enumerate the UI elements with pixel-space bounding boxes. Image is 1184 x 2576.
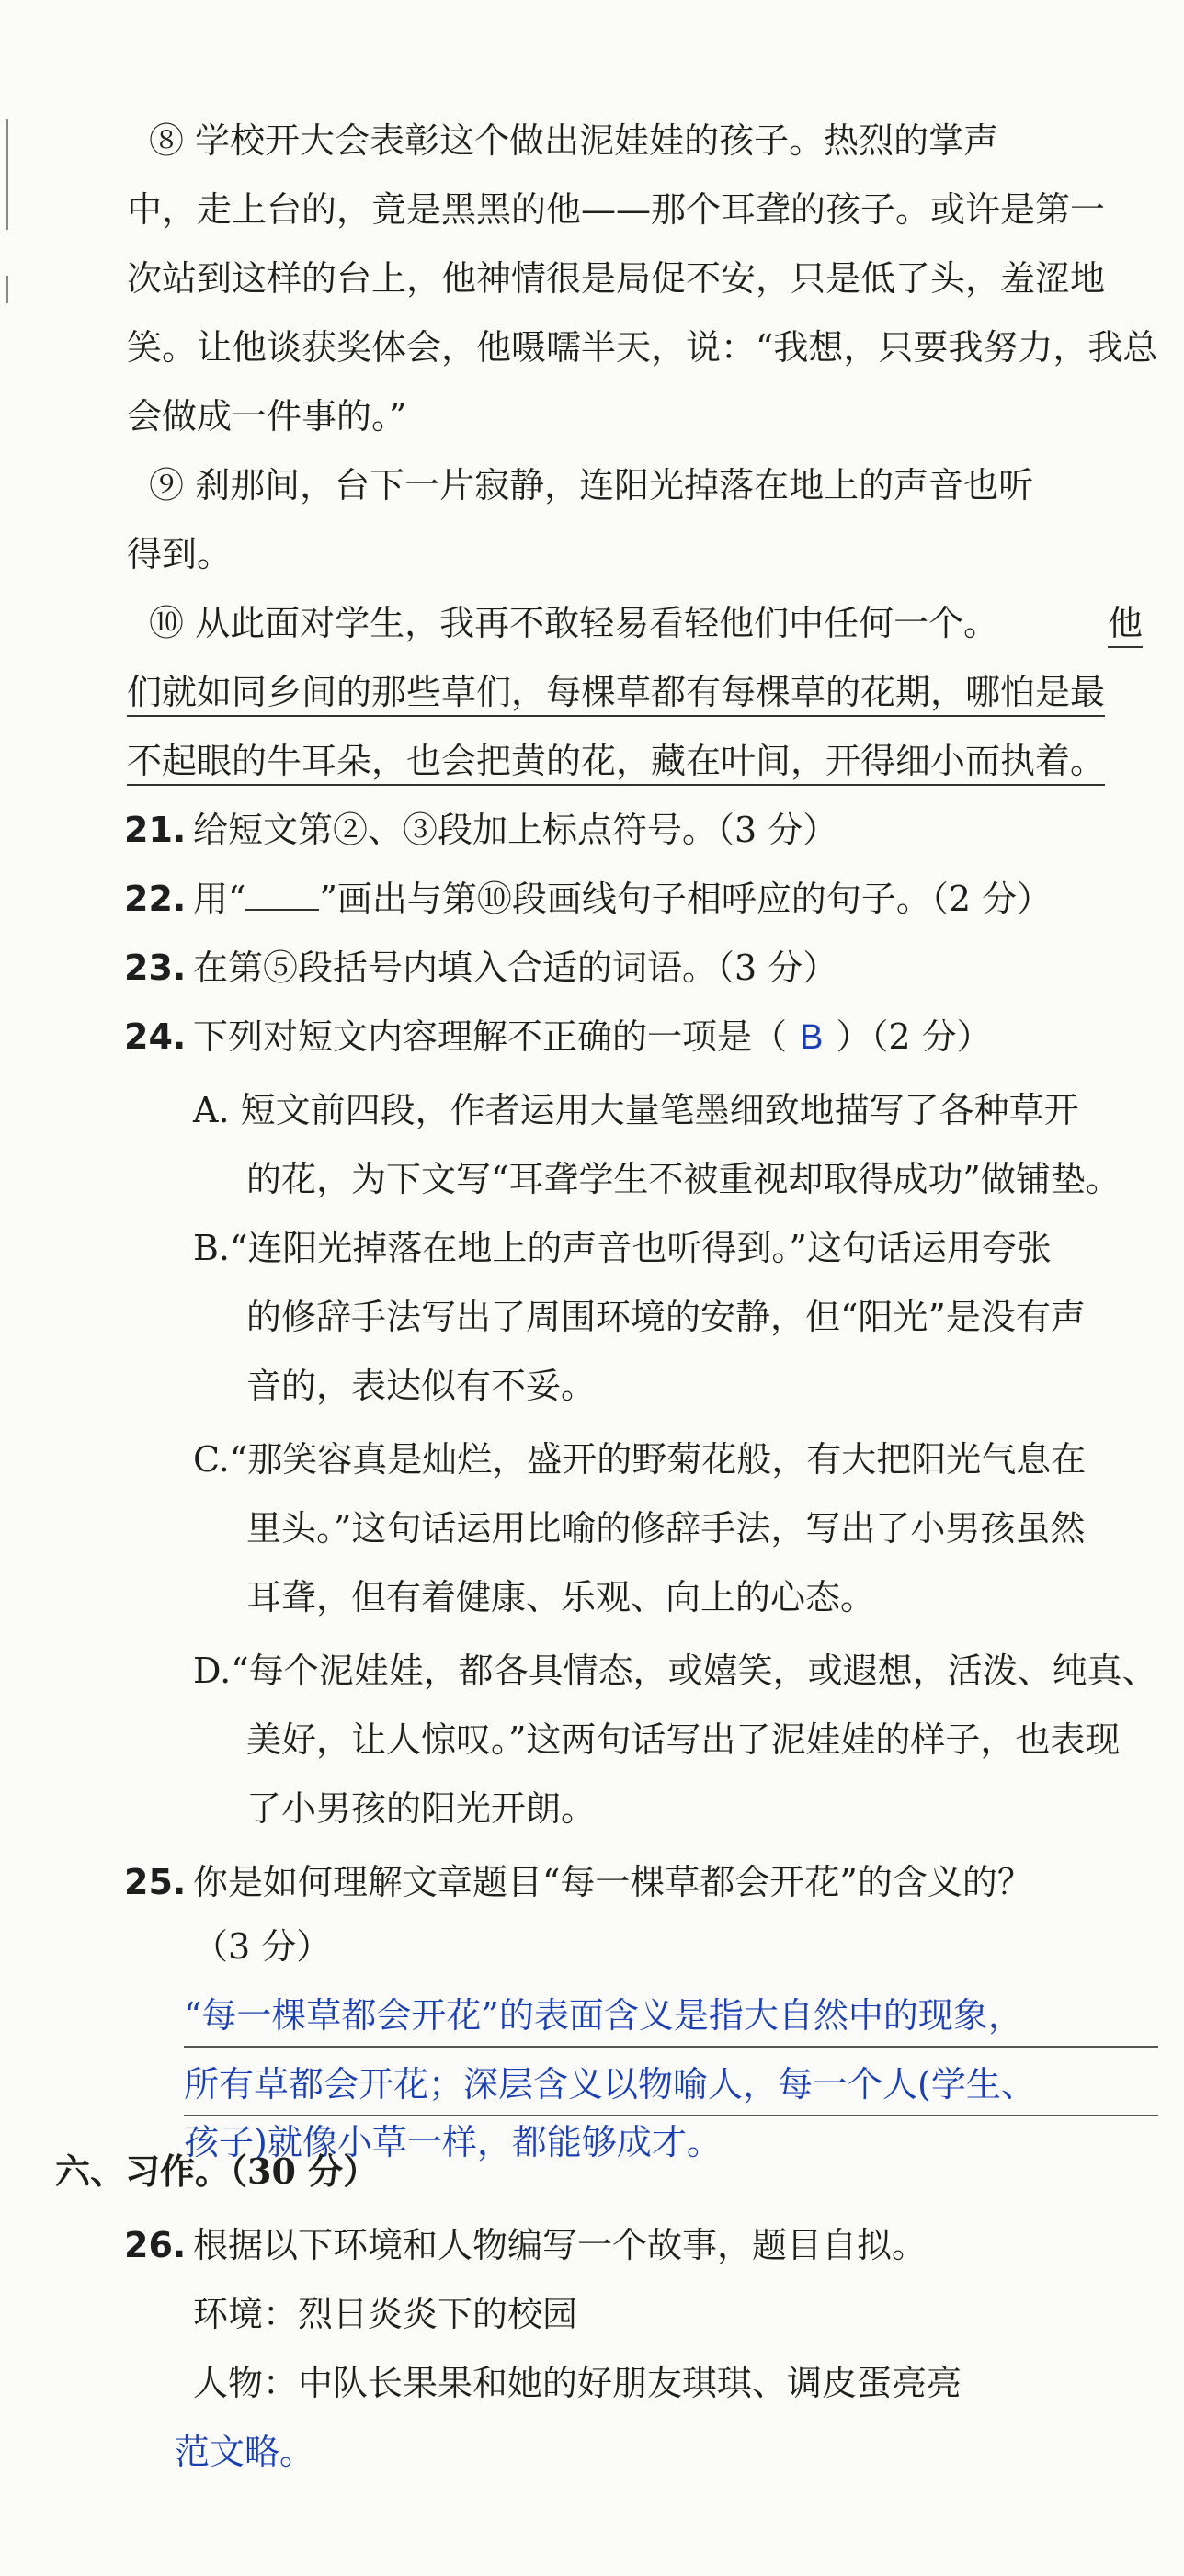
option-text: 了小男孩的阳光开朗。 [246, 1788, 597, 1829]
question-number: 24. [124, 1016, 187, 1057]
question-score: （3 分） [193, 1926, 332, 1967]
people-text: 人物：中队长果果和她的好朋友琪琪、调皮蛋亮亮 [193, 2363, 962, 2403]
underlined-sentence: 不起眼的牛耳朵，也会把黄的花，藏在叶间，开得细小而执着。 [127, 738, 1105, 786]
question-number: 21. [124, 810, 187, 850]
answer-rule [184, 2046, 1158, 2048]
answer-text: 孩子)就像小草一样，都能够成才。 [184, 2122, 722, 2162]
question-text: 给短文第②、③段加上标点符号。（3 分） [193, 810, 838, 850]
option-text: 里头。”这句话运用比喻的修辞手法，写出了小男孩虽然 [246, 1508, 1086, 1549]
underline-symbol [245, 878, 319, 911]
option-text: 的修辞手法写出了周围环境的安静，但“阳光”是没有声 [246, 1297, 1086, 1337]
answer-rule [184, 2115, 1158, 2116]
passage-text: 笑。让他谈获奖体会，他嗫嚅半天，说：“我想，只要我努力，我总 [127, 327, 1158, 368]
answer-text: 范文略。 [175, 2432, 315, 2472]
question-text-main: 下列对短文内容理解不正确的一项是（ [193, 1016, 788, 1057]
option-text: C.“那笑容真是灿烂，盛开的野菊花般，有大把阳光气息在 [193, 1439, 1087, 1480]
question-number: 22. [124, 879, 187, 919]
option-text: A. 短文前四段，作者运用大量笔墨细致地描写了各种草开 [193, 1090, 1079, 1130]
passage-text: ⑨ 刹那间，台下一片寂静，连阳光掉落在地上的声音也听 [149, 465, 1034, 505]
passage-text: 得到。 [127, 534, 233, 574]
question-number: 25. [124, 1862, 187, 1902]
option-text: 美好，让人惊叹。”这两句话写出了泥娃娃的样子，也表现 [246, 1719, 1121, 1760]
passage-text: ⑩ 从此面对学生，我再不敢轻易看轻他们中任何一个。 [149, 603, 999, 643]
question-text-pre: 用“ [193, 879, 246, 919]
option-text: 音的，表达似有不妥。 [246, 1366, 597, 1406]
section-heading: 六、习作。（30 分） [55, 2150, 379, 2192]
question-number: 26. [124, 2225, 187, 2265]
environment-text: 环境：烈日炎炎下的校园 [193, 2294, 578, 2334]
question-text-post: ”画出与第⑩段画线句子相呼应的句子。（2 分） [319, 879, 1053, 919]
answer-text: 所有草都会开花；深层含义以物喻人，每一个人(学生、 [184, 2064, 1036, 2105]
question-number: 23. [124, 948, 187, 988]
option-text: D.“每个泥娃娃，都各具情态，或嬉笑，或遐想，活泼、纯真、 [193, 1651, 1157, 1691]
passage-text: ⑧ 学校开大会表彰这个做出泥娃娃的孩子。热烈的掌声 [149, 120, 999, 161]
passage-text: 次站到这样的台上，他神情很是局促不安，只是低了头，羞涩地 [127, 258, 1106, 299]
question-score: ）（2 分） [836, 1016, 992, 1057]
question-text: 在第⑤段括号内填入合适的词语。（3 分） [193, 948, 838, 988]
margin-mark-top [6, 119, 8, 230]
passage-text: 会做成一件事的。” [127, 396, 407, 437]
margin-mark-mid [6, 276, 8, 303]
question-text [193, 1014, 992, 1061]
option-text: 耳聋，但有着健康、乐观、向上的心态。 [246, 1577, 876, 1617]
question-text: 根据以下环境和人物编写一个故事，题目自拟。 [193, 2225, 928, 2265]
question-text [193, 876, 1052, 922]
option-text: B.“连阳光掉落在地上的声音也听得到。”这句话运用夸张 [193, 1228, 1052, 1268]
passage-text: 中，走上台的，竟是黑黑的他——那个耳聋的孩子。或许是第一 [127, 189, 1106, 230]
option-text: 的花，为下文写“耳聋学生不被重视却取得成功”做铺垫。 [246, 1159, 1121, 1199]
question-text: 你是如何理解文章题目“每一棵草都会开花”的含义的？ [193, 1862, 1032, 1902]
underlined-sentence: 们就如同乡间的那些草们，每棵草都有每棵草的花期，哪怕是最 [127, 669, 1105, 717]
handwritten-answer: B [800, 1018, 824, 1057]
answer-text: “每一棵草都会开花”的表面含义是指大自然中的现象， [184, 1995, 1023, 2036]
underlined-sentence: 他 [1108, 600, 1143, 648]
